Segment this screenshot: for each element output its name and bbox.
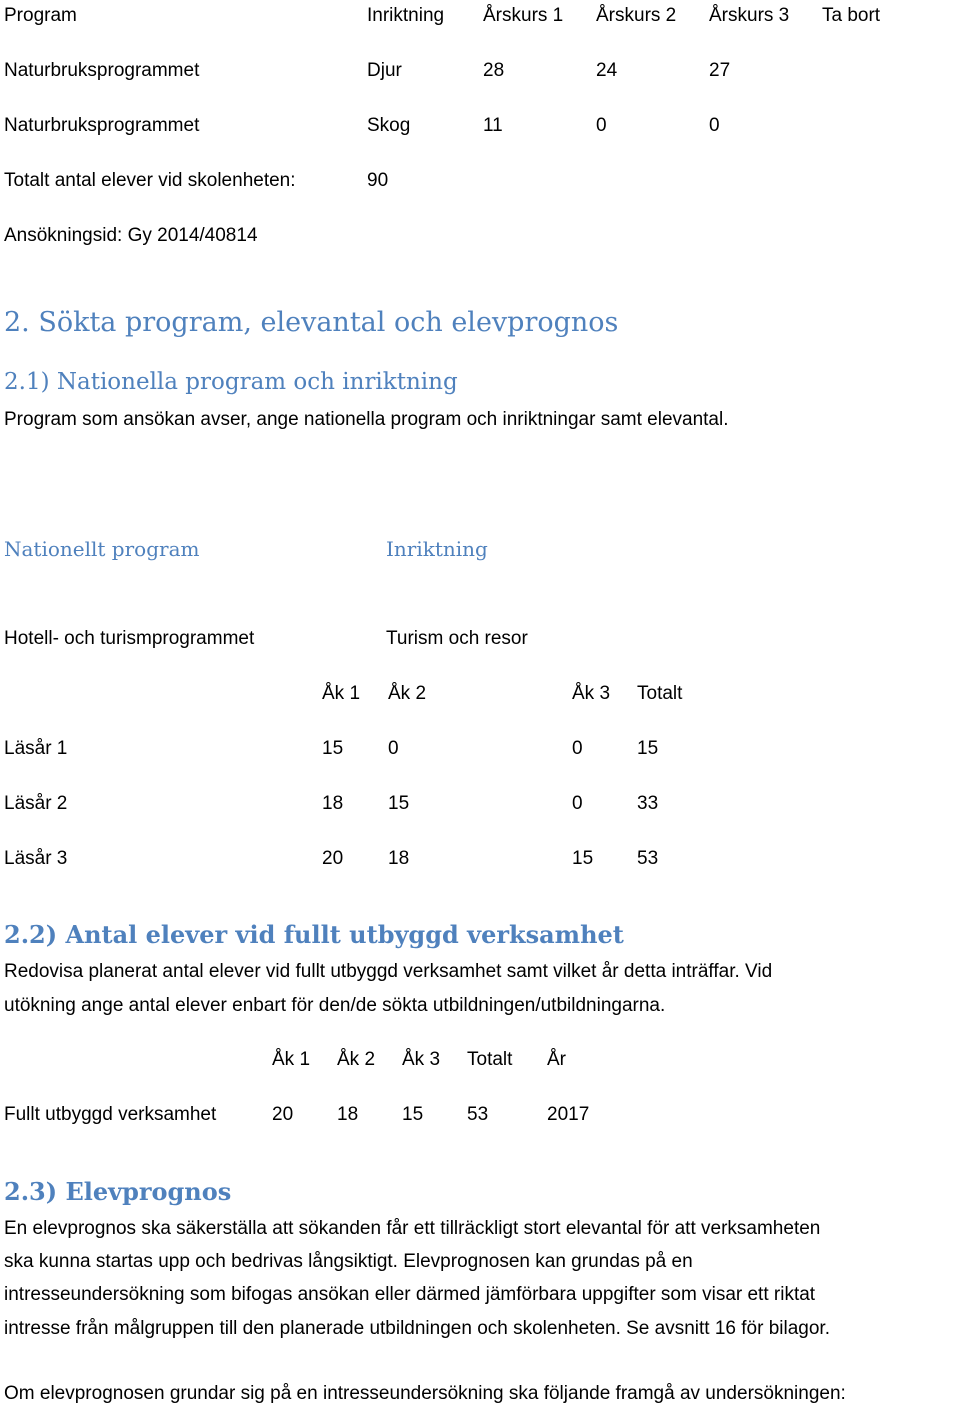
table-cell: 53	[637, 848, 659, 869]
col-header-arskurs2: Årskurs 2	[596, 5, 677, 26]
col-header-program: Program	[4, 5, 77, 26]
col-header-arskurs1: Årskurs 1	[483, 5, 564, 26]
table-cell: 33	[637, 793, 659, 814]
grade-header: Åk 1	[322, 683, 361, 704]
row-label: Läsår 3	[4, 848, 68, 869]
subsection-heading-2-2: 2.2) Antal elever vid fullt utbyggd verksamhet	[4, 920, 624, 949]
grade-header: Åk 1	[272, 1049, 311, 1070]
table-cell: 28	[483, 60, 505, 81]
col-header-ta-bort: Ta bort	[822, 5, 881, 26]
row-label: Fullt utbyggd verksamhet	[4, 1104, 217, 1125]
table-cell: 18	[322, 793, 344, 814]
row-label: Läsår 2	[4, 793, 68, 814]
table-cell: 18	[388, 848, 410, 869]
table-cell: 15	[637, 738, 659, 759]
table-cell: 15	[572, 848, 594, 869]
table-cell: 0	[388, 738, 399, 759]
table-cell: Djur	[367, 60, 402, 81]
paragraph-line: ska kunna startas upp och bedrivas långsiktigt. Elevprognosen kan grundas på en	[4, 1251, 693, 1272]
paragraph-line: intresseundersökning som bifogas ansökan eller därmed jämförbara uppgifter som visar ett riktat	[4, 1284, 816, 1305]
grade-header: År	[547, 1049, 566, 1070]
col-header-nationellt-program: Nationellt program	[4, 537, 200, 561]
table-cell: 0	[709, 115, 720, 136]
grade-header: Totalt	[467, 1049, 513, 1070]
program-name: Hotell- och turismprogrammet	[4, 628, 255, 649]
table-cell: 15	[402, 1104, 424, 1125]
table-cell: 18	[337, 1104, 359, 1125]
table-cell: 0	[596, 115, 607, 136]
col-header-inriktning: Inriktning	[367, 5, 445, 26]
table-cell: 20	[322, 848, 344, 869]
total-value: 90	[367, 170, 389, 191]
row-label: Läsår 1	[4, 738, 68, 759]
grade-header: Totalt	[637, 683, 683, 704]
application-id: Ansökningsid: Gy 2014/40814	[4, 225, 258, 246]
table-cell: 24	[596, 60, 618, 81]
table-cell: 27	[709, 60, 731, 81]
subsection-text: Program som ansökan avser, ange nationella program och inriktningar samt elevantal.	[4, 409, 729, 430]
grade-header: Åk 2	[388, 683, 427, 704]
table-cell: Skog	[367, 115, 411, 136]
table-cell: 0	[572, 793, 583, 814]
subsection-text: Redovisa planerat antal elever vid fullt utbyggd verksamhet samt vilket år detta inträffar. Vid	[4, 961, 773, 982]
subsection-heading-2-3: 2.3) Elevprognos	[4, 1177, 232, 1206]
table-cell: 2017	[547, 1104, 590, 1125]
grade-header: Åk 2	[337, 1049, 376, 1070]
grade-header: Åk 3	[402, 1049, 441, 1070]
grade-header: Åk 3	[572, 683, 611, 704]
col-header-inriktning: Inriktning	[386, 537, 488, 561]
paragraph-line: En elevprognos ska säkerställa att sökanden får ett tillräckligt stort elevantal för att verksamheten	[4, 1218, 821, 1239]
table-cell: 53	[467, 1104, 489, 1125]
subsection-heading-2-1: 2.1) Nationella program och inriktning	[4, 369, 458, 395]
table-cell: 11	[483, 115, 503, 136]
table-cell: 15	[388, 793, 410, 814]
paragraph-line: intresse från målgruppen till den planerade utbildningen och skolenheten. Se avsnitt 16 för bilagor.	[4, 1318, 830, 1339]
section-heading: 2. Sökta program, elevantal och elevprognos	[4, 307, 619, 338]
total-label: Totalt antal elever vid skolenheten:	[4, 170, 296, 191]
table-cell: 0	[572, 738, 583, 759]
table-cell: Naturbruksprogrammet	[4, 115, 200, 136]
paragraph-line: Om elevprognosen grundar sig på en intresseundersökning ska följande framgå av undersökningen:	[4, 1383, 846, 1404]
table-cell: 15	[322, 738, 344, 759]
table-cell: 20	[272, 1104, 294, 1125]
subsection-text: utökning ange antal elever enbart för den/de sökta utbildningen/utbildningarna.	[4, 995, 666, 1016]
inriktning-name: Turism och resor	[386, 628, 528, 649]
table-cell: Naturbruksprogrammet	[4, 60, 200, 81]
col-header-arskurs3: Årskurs 3	[709, 5, 790, 26]
